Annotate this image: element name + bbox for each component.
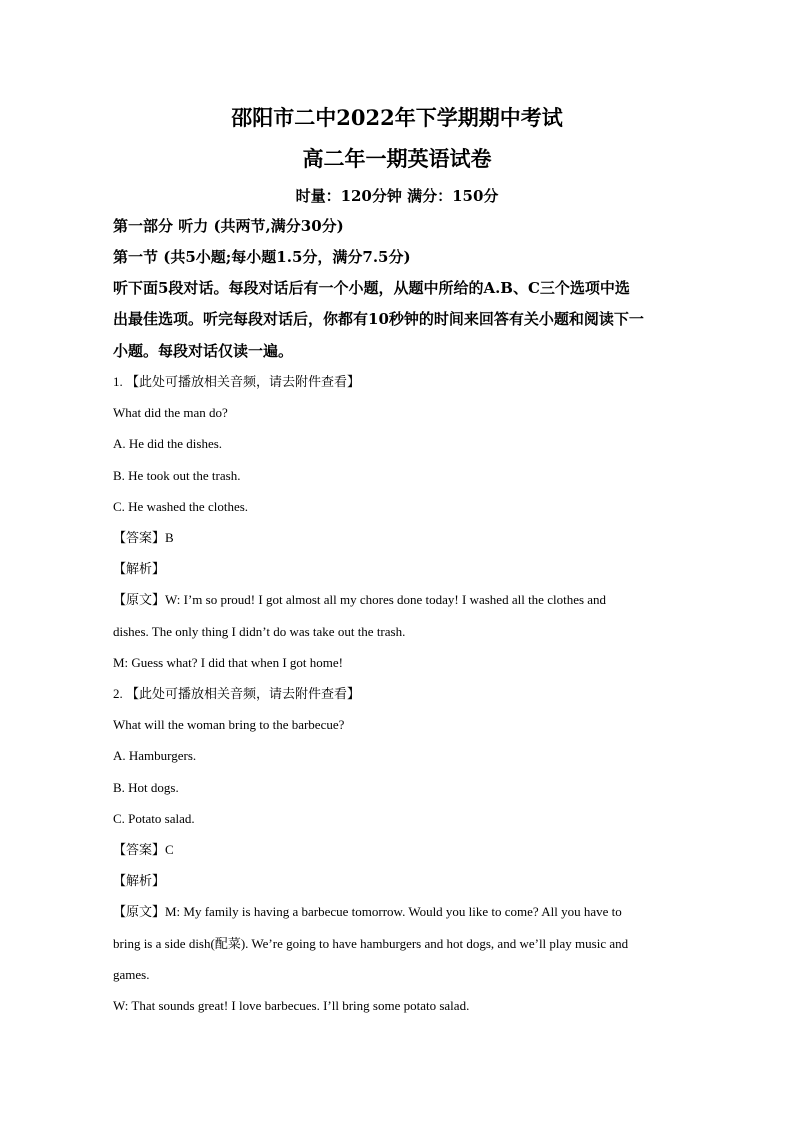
question-2-transcript: 【原文】M: My family is having a barbecue tomorrow. Would you like to come? All you have to [113,904,622,919]
instructions-line: 出最佳选项。听完每段对话后，你都有10秒钟的时间来回答有关小题和阅读下一 [113,310,644,328]
question-2-transcript: bring is a side dish(配菜). We’re going to have hamburgers and hot dogs, and we’ll play music and [113,936,629,951]
question-2-analysis: 【解析】 [113,873,166,888]
question-2-option-a: A. Hamburgers. [113,748,197,763]
question-2-transcript: W: That sounds great! I love barbecues. I’ll bring some potato salad. [113,998,470,1013]
question-1-option-c: C. He washed the clothes. [113,499,249,514]
question-2-option-b: B. Hot dogs. [113,780,179,795]
question-1-option-a: A. He did the dishes. [113,436,223,451]
question-2-option-c: C. Potato salad. [113,811,195,826]
question-1-text: What did the man do? [113,405,228,420]
question-1-transcript: M: Guess what? I did that when I got home! [113,655,343,670]
question-1-analysis: 【解析】 [113,561,166,576]
part-heading: 第一部分 听力 (共两节,满分30分) [113,217,344,235]
question-2-answer: 【答案】C [113,842,174,857]
exam-title: 邵阳市二中2022年下学期期中考试 [231,105,563,130]
exam-subtitle: 高二年一期英语试卷 [302,146,492,171]
instructions-line: 听下面5段对话。每段对话后有一个小题，从题中所给的A.B、C三个选项中选 [113,279,630,297]
time-score-info: 时量：120分钟 满分：150分 [295,187,499,205]
question-2-text: What will the woman bring to the barbecue? [113,717,345,732]
subsection-heading: 第一节 (共5小题;每小题1.5分，满分7.5分) [113,248,411,266]
question-1-audio-link[interactable]: 1. 【此处可播放相关音频，请去附件查看】 [113,374,361,389]
question-1-transcript: 【原文】W: I’m so proud! I got almost all my chores done today! I washed all the clothes and [113,592,607,607]
question-1-option-b: B. He took out the trash. [113,468,241,483]
question-1-transcript: dishes. The only thing I didn’t do was take out the trash. [113,624,406,639]
instructions-line: 小题。每段对话仅读一遍。 [113,342,294,360]
question-1-answer: 【答案】B [113,530,174,545]
question-2-transcript: games. [113,967,150,982]
question-2-audio-link[interactable]: 2. 【此处可播放相关音频，请去附件查看】 [113,686,361,701]
